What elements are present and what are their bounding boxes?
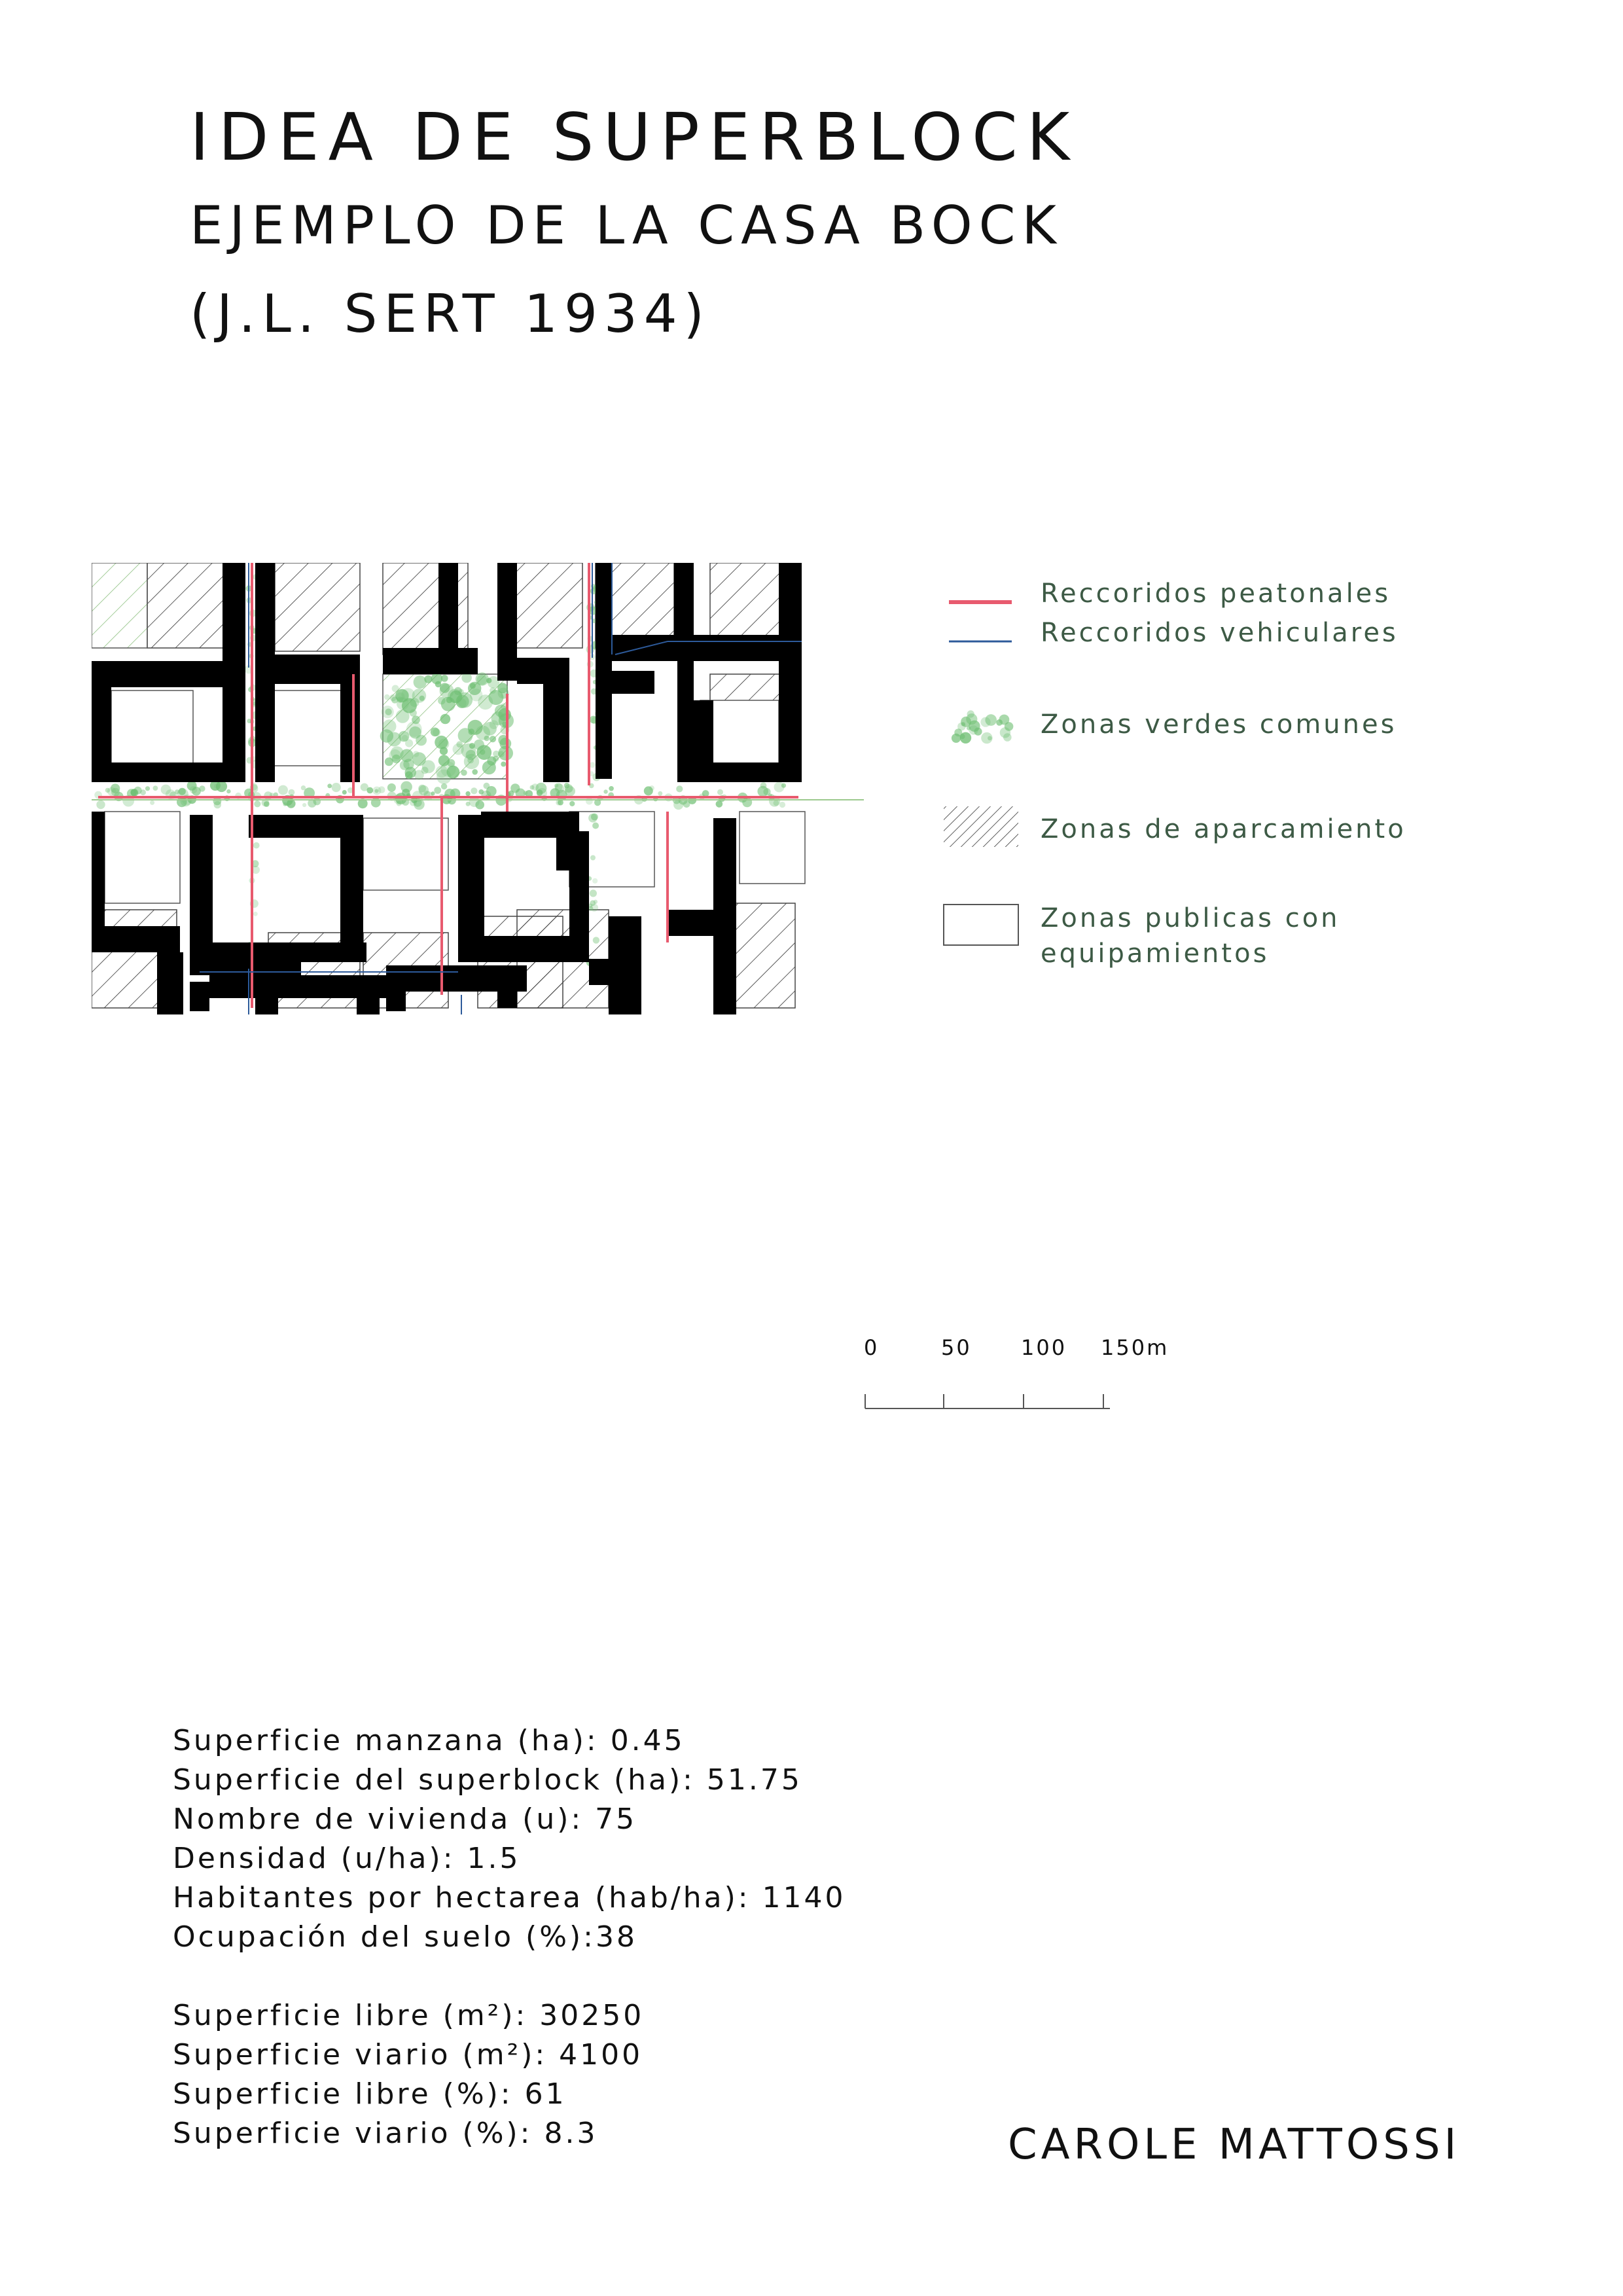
tree-dot [264,801,270,807]
public-zone [111,691,193,766]
public-zone [363,818,448,890]
tree-dot [482,761,496,774]
tree-dot [475,800,484,810]
green-zone-swatch-icon [942,700,1014,753]
tree-dot [530,785,535,790]
building-block [92,812,105,929]
tree-dot [454,687,462,695]
stat-line: Nombre de vivienda (u): 75 [173,1803,637,1836]
tree-dot [421,767,429,774]
building-block [497,988,517,1008]
tree-dot [603,789,607,793]
tree-dot [591,814,598,821]
building-block [677,661,694,782]
building-block [386,965,527,992]
legend-tree-dot [952,734,961,743]
tree-dot [226,789,230,793]
building-block [543,684,569,782]
tree-dot [161,785,171,795]
tree-dot [400,761,410,770]
tree-dot [535,783,546,794]
tree-dot [480,749,486,755]
building-block [383,648,478,674]
tree-dot [556,800,562,806]
tree-dot [179,788,186,795]
stat-line: Superficie libre (%): 61 [173,2077,567,2111]
tree-dot [481,791,491,800]
tree-dot [366,787,373,794]
legend-tree-dot [967,710,974,717]
building-block [209,975,386,998]
tree-dot [471,787,477,794]
stat-line: Densidad (u/ha): 1.5 [173,1842,521,1875]
tree-dot [153,785,158,791]
scale-bar [864,1335,1191,1427]
tree-dot [301,785,306,790]
tree-dot [676,785,683,792]
building-block [92,926,180,952]
scale-label-150: 150m [1101,1335,1169,1360]
tree-dot [586,603,595,612]
tree-dot [644,786,653,795]
tree-dot [476,672,489,685]
tree-dot [424,675,432,683]
tree-dot [760,782,767,789]
legend-tree-dot [988,736,992,741]
vehicular-route-line-icon [949,615,1014,655]
tree-dot [332,783,341,792]
tree-dot [105,788,110,793]
tree-dot [436,766,448,778]
tree-dot [658,791,662,796]
stat-line: Superficie manzana (ha): 0.45 [173,1724,685,1757]
tree-dot [302,803,306,807]
tree-dot [447,766,460,779]
tree-dot [397,801,402,806]
tree-dot [96,800,105,809]
tree-dot [431,728,440,737]
parking-zone [147,563,226,648]
tree-dot [387,783,396,792]
tree-dot [779,802,785,808]
tree-dot [717,789,723,795]
superblock-plan [92,563,877,1021]
tree-dot [441,675,448,682]
tree-dot [592,823,599,829]
title-line-3: (J.L. SERT 1934) [190,283,711,344]
stat-line: Ocupación del suelo (%):38 [173,1920,637,1954]
legend-label-public [1041,901,1340,971]
tree-dot [470,689,482,701]
tree-dot [474,740,484,750]
tree-dot [774,800,779,806]
tree-dot [440,714,451,725]
building-block [255,684,275,782]
legend-label-green: Zonas verdes comunes [1041,709,1397,740]
building-block [255,655,360,684]
tree-dot [401,781,412,793]
tree-dot [385,709,391,715]
tree-dot [774,782,785,793]
tree-dot [111,788,120,797]
legend-label-vehicular: Reccoridos vehiculares [1041,618,1399,648]
building-block [340,684,360,782]
legend-tree-dot [980,717,990,727]
tree-dot [510,783,520,793]
tree-dot [590,889,597,897]
tree-dot [441,783,447,789]
tree-dot [434,787,441,794]
building-block [249,815,363,838]
tree-dot [253,842,260,849]
scale-label-0: 0 [864,1335,880,1360]
tree-dot [287,799,296,808]
tree-dot [150,800,154,805]
building-block [668,910,720,936]
tree-dot [609,786,614,791]
building-block [255,998,278,1014]
tree-dot [465,791,470,796]
stat-line: Habitantes por hectarea (hab/ha): 1140 [173,1881,846,1914]
tree-dot [490,720,499,729]
legend [942,576,1466,995]
stats-block [173,1721,846,2153]
legend-label-public-line2: equipamientos [1041,939,1270,969]
tree-dot [313,798,321,806]
tree-dot [569,801,575,806]
scale-label-100: 100 [1021,1335,1067,1360]
tree-dot [412,715,420,724]
tree-dot [683,800,690,808]
tree-dot [383,719,397,733]
tree-dot [389,749,401,762]
legend-tree-dot [974,728,982,736]
building-block [92,762,245,782]
tree-dot [467,757,474,764]
building-block [157,952,183,1014]
stat-line: Superficie del superblock (ha): 51.75 [173,1763,802,1797]
tree-dot [495,705,507,717]
tree-dot [490,687,496,694]
tree-dot [412,752,426,766]
tree-dot [342,790,347,795]
legend-tree-dot [1003,733,1012,742]
tree-dot [501,762,506,767]
building-block [438,563,458,661]
building-block [674,563,694,638]
tree-dot [461,770,467,776]
tree-dot [588,906,593,910]
tree-dot [440,683,450,692]
building-block [92,661,245,687]
scale-bar-graphic [864,1381,1126,1420]
building-block [589,959,641,985]
stat-line: Superficie viario (%): 8.3 [173,2117,598,2150]
building-block [190,815,213,962]
tree-dot [387,732,401,747]
title-line-2: EJEMPLO DE LA CASA BOCK [190,195,1063,256]
title-line-1: IDEA DE SUPERBLOCK [190,99,1079,175]
tree-dot [253,912,258,916]
tree-dot [461,673,472,683]
tree-dot [401,688,414,701]
tree-dot [456,741,463,747]
tree-dot [470,683,476,689]
legend-tree-dot [999,715,1010,725]
parking-hatch-swatch-icon [942,798,1021,851]
tree-dot [372,787,381,795]
legend-tree-dot [961,722,965,726]
building-block [517,658,569,684]
tree-dot [405,740,413,747]
tree-dot [564,783,569,788]
legend-label-public-line1: Zonas publicas con [1041,903,1340,933]
tree-dot [431,673,442,684]
public-zone [740,812,805,884]
building-block [596,671,654,694]
building-block [190,982,209,1011]
tree-dot [192,787,201,796]
tree-dot [278,785,288,795]
tree-dot [466,802,471,806]
building-block [357,998,380,1014]
public-zone-swatch-icon [942,903,1021,956]
tree-dot [414,675,427,689]
tree-dot [592,878,597,884]
tree-dot [498,745,513,761]
scale-label-50: 50 [941,1335,972,1360]
stat-line: Superficie libre (m²): 30250 [173,1999,645,2032]
tree-dot [283,802,287,806]
building-block [458,936,576,962]
legend-tree-dot [960,732,971,744]
author-name: CAROLE MATTOSSI [1008,2121,1461,2169]
tree-dot [435,736,448,749]
building-block [596,635,802,661]
tree-dot [134,787,142,795]
tree-dot [327,783,332,788]
building-block [497,563,517,681]
tree-dot [254,800,260,807]
tree-dot [472,769,478,775]
building-block [556,812,573,870]
tree-dot [458,728,473,743]
parking-zone [275,563,360,651]
building-block [386,992,406,1011]
tree-dot [554,783,558,787]
pedestrian-route-line-icon [949,576,1014,615]
tree-dot [476,726,490,740]
legend-label-pedestrian: Reccoridos peatonales [1041,579,1391,609]
tree-dot [586,798,593,805]
green-hatch-zone [92,563,147,648]
building-block [596,694,612,779]
page-title [190,98,1079,353]
public-zone [105,812,180,903]
tree-dot [590,855,596,861]
tree-dot [145,786,150,791]
stat-line: Superficie viario (m²): 4100 [173,2038,643,2072]
legend-label-parking: Zonas de aparcamiento [1041,814,1406,844]
tree-dot [384,694,390,700]
tree-dot [593,937,599,943]
building-block [779,563,802,635]
tree-dot [590,900,596,906]
tree-dot [490,736,496,742]
building-block [779,661,802,782]
legend-tree-dot [967,726,971,730]
building-block [213,942,366,962]
tree-dot [389,694,396,701]
